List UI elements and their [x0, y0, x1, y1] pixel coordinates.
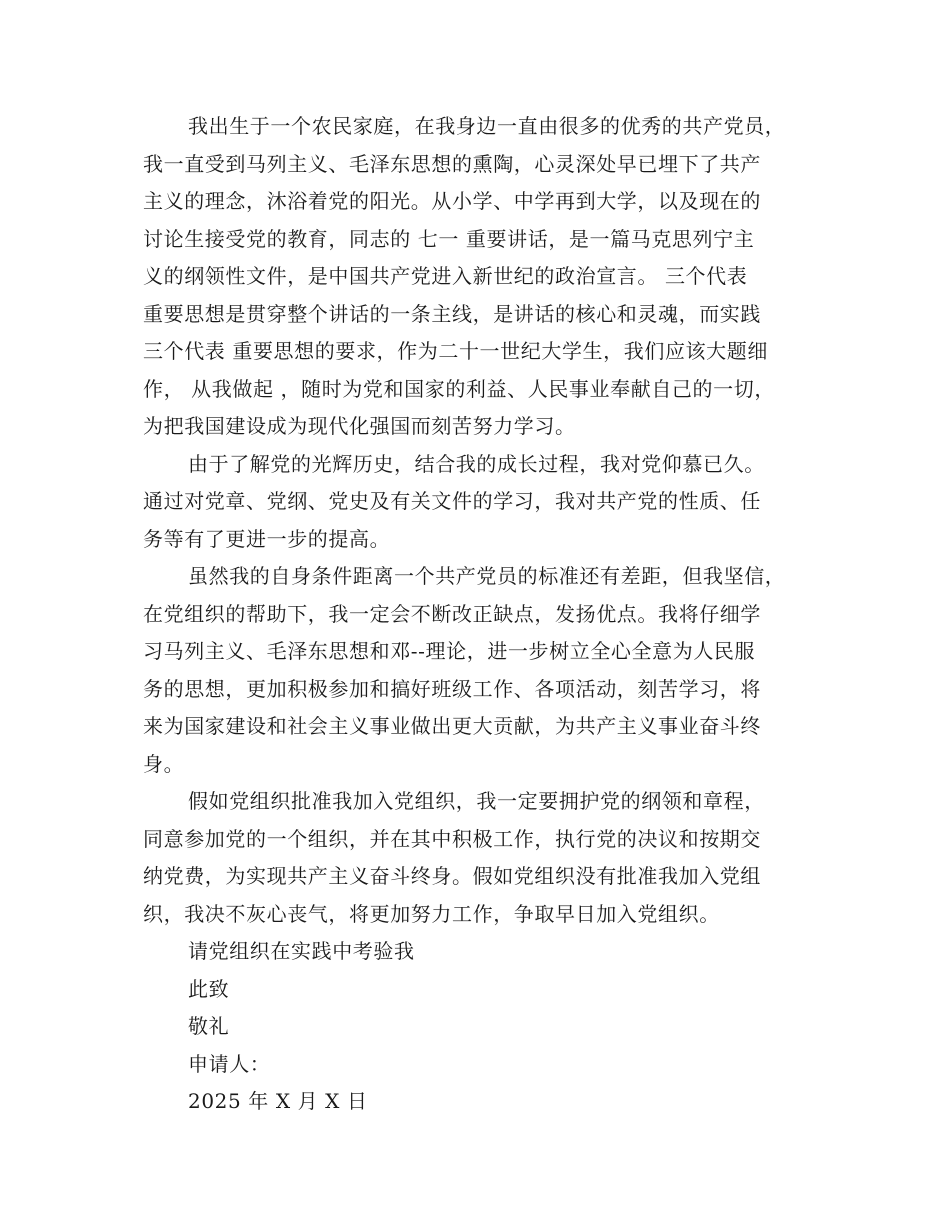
applicant-label: 申请人： — [188, 1051, 271, 1076]
paragraph-3-line-6: 身。 — [143, 751, 185, 776]
paragraph-1-line-6: 重要思想是贯穿整个讲话的一条主线，是讲话的核心和灵魂，而实践 — [143, 301, 761, 326]
paragraph-1-line-1: 我出生于一个农民家庭，在我身边一直由很多的优秀的共产党员， — [188, 114, 786, 138]
paragraph-3-line-2: 在党组织的帮助下，我一定会不断改正缺点，发扬优点。我将仔细学 — [143, 601, 761, 626]
paragraph-2-line-3: 务等有了更进一步的提高。 — [143, 526, 391, 551]
paragraph-1-line-3: 主义的理念，沐浴着党的阳光。从小学、中学再到大学，以及现在的 — [143, 189, 761, 213]
paragraph-1-line-5: 义的纲领性文件，是中国共产党进入新世纪的政治宣言。 三个代表 — [143, 264, 748, 288]
closing-regards: 敬礼 — [188, 1014, 230, 1038]
paragraph-3-line-1: 虽然我的自身条件距离一个共产党员的标准还有差距，但我坚信， — [188, 564, 786, 588]
closing-request: 请党组织在实践中考验我 — [188, 939, 415, 963]
paragraph-1-line-7: 三个代表 重要思想的要求，作为二十一世纪大学生，我们应该大题细 — [143, 339, 768, 363]
paragraph-1-line-8: 作， 从我做起 ，随时为党和国家的利益、人民事业奉献自己的一切， — [143, 376, 775, 401]
paragraph-4-line-2: 同意参加党的一个组织，并在其中积极工作，执行党的决议和按期交 — [143, 826, 761, 851]
paragraph-3-line-5: 来为国家建设和社会主义事业做出更大贡献，为共产主义事业奋斗终 — [143, 714, 761, 738]
paragraph-1-line-4: 讨论生接受党的教育，同志的 七一 重要讲话，是一篇马克思列宁主 — [143, 226, 755, 251]
date-line: 2025 年 X 月 X 日 — [188, 1089, 368, 1113]
closing-salutation: 此致 — [188, 976, 230, 1001]
paragraph-2-line-2: 通过对党章、党纲、党史及有关文件的学习，我对共产党的性质、任 — [143, 489, 761, 513]
paragraph-1-line-9: 为把我国建设成为现代化强国而刻苦努力学习。 — [143, 414, 576, 438]
paragraph-2-line-1: 由于了解党的光辉历史，结合我的成长过程，我对党仰慕已久。 — [188, 451, 765, 476]
application-letter-body — [143, 108, 808, 1121]
paragraph-4-line-3: 纳党费，为实现共产主义奋斗终身。假如党组织没有批准我加入党组 — [143, 864, 761, 888]
paragraph-4-line-1: 假如党组织批准我加入党组织，我一定要拥护党的纲领和章程， — [188, 789, 765, 813]
paragraph-3-line-4: 务的思想，更加积极参加和搞好班级工作、各项活动，刻苦学习，将 — [143, 676, 761, 701]
paragraph-1-line-2: 我一直受到马列主义、毛泽东思想的熏陶，心灵深处早已埋下了共产 — [143, 151, 761, 176]
paragraph-4-line-4: 织，我决不灰心丧气，将更加努力工作，争取早日加入党组织。 — [143, 901, 720, 926]
paragraph-3-line-3: 习马列主义、毛泽东思想和邓--理论，进一步树立全心全意为人民服 — [143, 639, 756, 663]
